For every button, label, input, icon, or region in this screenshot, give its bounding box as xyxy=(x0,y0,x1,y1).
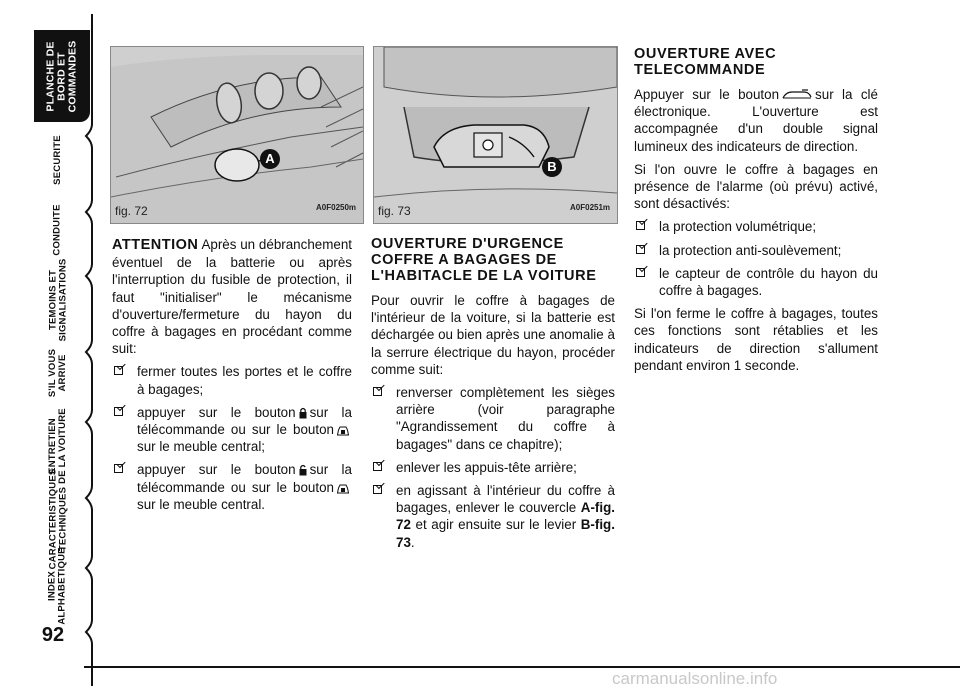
list-item-text: la protection anti-soulèvement; xyxy=(659,242,842,258)
list-item-text: le capteur de contrôle du hayon du coffre à bagages. xyxy=(659,265,878,299)
tab-index[interactable] xyxy=(28,547,88,625)
list-item xyxy=(371,482,615,551)
bottom-rule xyxy=(84,666,960,668)
trunk-latch-illustration xyxy=(374,47,617,223)
figure-72 xyxy=(110,46,364,224)
figure-73 xyxy=(373,46,618,224)
tab-label: CONDUITE xyxy=(52,204,63,256)
list-item-text: en agissant à l'intérieur du coffre à bagages, enlever le couvercle xyxy=(396,483,615,516)
closing-paragraph: Si l'on ferme le coffre à bagages, toutes ces fonctions sont rétablies et les indicateurs de direction s'allument pendant environ 1 seconde. xyxy=(634,306,878,373)
paragraph-text: sur la clé électronique. L'ouverture est accompagnée d'un double signal lumineux des indicateurs de direction. xyxy=(634,87,878,154)
chapter-sidebar xyxy=(0,0,98,692)
lock-open-icon xyxy=(299,464,307,476)
list-item xyxy=(112,404,352,456)
list-item xyxy=(371,384,615,453)
tab-label: ENTRETIEN DE LA VOITURE xyxy=(47,408,68,484)
tab-conduite[interactable] xyxy=(28,198,88,262)
list-item-text: appuyer sur le bouton xyxy=(137,462,296,478)
checkbox-bullet-icon xyxy=(636,268,645,277)
list-item-text: enlever les appuis-tête arrière; xyxy=(396,459,577,475)
list-item-text: sur le meuble central; xyxy=(137,439,266,455)
init-steps-list xyxy=(112,363,352,513)
attention-paragraph xyxy=(112,236,352,357)
watermark: carmanualsonline.info xyxy=(612,669,778,688)
tab-label: INDEX ALPHABETIQUE xyxy=(47,547,69,625)
list-item xyxy=(112,461,352,513)
tab-separators xyxy=(84,14,98,686)
car-lock-button-icon xyxy=(337,426,349,436)
figure-reference-a[interactable]: A-fig. 72 xyxy=(396,500,615,533)
list-item-text: sur le meuble central. xyxy=(137,496,266,512)
trunk-open-icon xyxy=(782,89,812,101)
list-item-text: renverser complètement les sièges arrière (voir paragraphe "Agrandissement du coffre à bagages" dans ce chapitre); xyxy=(396,385,615,452)
attention-text: Après un débranchement éventuel de la batterie ou après l'interruption du fusible de protection, il faut "initialiser" le mécanisme d'ouverture/fermeture du hayon du coffre à bagages en procédant comme suit: xyxy=(112,237,352,357)
list-item-text: . xyxy=(410,534,415,550)
tab-sil-vous-arrive[interactable] xyxy=(28,338,88,408)
figure-marker-a: A xyxy=(260,149,280,169)
left-column xyxy=(112,236,352,519)
checkbox-bullet-icon xyxy=(636,221,645,230)
lock-closed-icon xyxy=(299,407,307,419)
tab-label: CARACTERISTIQUES TECHNIQUES xyxy=(47,468,69,570)
right-column xyxy=(634,46,878,380)
attention-label: ATTENTION xyxy=(112,237,199,253)
checkbox-bullet-icon xyxy=(373,462,382,471)
engine-cover-illustration xyxy=(111,47,363,223)
middle-column xyxy=(371,236,615,557)
figure-72-caption: fig. 72 xyxy=(115,204,148,218)
list-item-text: appuyer sur le bouton xyxy=(137,404,296,420)
checkbox-bullet-icon xyxy=(636,245,645,254)
list-item-text: sur la télécommande ou sur le bouton xyxy=(137,462,352,495)
telecommande-paragraph xyxy=(634,86,878,155)
list-item-text: et agir ensuite sur le levier xyxy=(415,517,577,533)
tab-securite[interactable] xyxy=(28,122,88,198)
section-heading-telecommande: OUVERTURE AVEC TELECOMMANDE xyxy=(634,46,777,78)
checkbox-bullet-icon xyxy=(373,485,382,494)
figure-72-code: A0F0250m xyxy=(316,203,357,212)
list-item-text: fermer toutes les portes et le coffre à bagages; xyxy=(137,364,352,397)
figure-73-code: A0F0251m xyxy=(570,203,611,212)
tab-label: SECURITE xyxy=(51,135,63,185)
list-item xyxy=(634,218,878,235)
urgence-steps-list xyxy=(371,384,615,551)
tab-label: S'IL VOUS ARRIVE xyxy=(46,348,68,398)
figure-marker-b: B xyxy=(542,157,562,177)
list-item-text: sur la télécommande ou sur le bouton xyxy=(137,404,352,438)
paragraph-text: Appuyer sur le bouton xyxy=(634,87,780,102)
disabled-functions-list xyxy=(634,218,878,299)
checkbox-bullet-icon xyxy=(114,366,123,375)
tab-planche-de-bord[interactable] xyxy=(34,30,90,122)
tab-caracteristiques[interactable] xyxy=(28,468,88,570)
tab-label: PLANCHE DE BORD ET COMMANDES xyxy=(44,40,79,112)
list-item xyxy=(634,242,878,259)
list-item xyxy=(112,363,352,397)
intro-paragraph: Pour ouvrir le coffre à bagages de l'intérieur de la voiture, si la batterie est déchargée ou bien après une anomalie à la serrure électrique du hayon, procéder comme suit: xyxy=(371,293,615,377)
page-number: 92 xyxy=(41,624,65,646)
list-item xyxy=(634,265,878,299)
checkbox-bullet-icon xyxy=(114,407,123,416)
checkbox-bullet-icon xyxy=(114,464,123,473)
car-unlock-button-icon xyxy=(337,484,349,494)
tab-temoins[interactable] xyxy=(28,258,88,342)
list-item-text: la protection volumétrique; xyxy=(659,219,817,235)
figure-reference-b[interactable]: B-fig. 73 xyxy=(396,517,615,550)
checkbox-bullet-icon xyxy=(373,387,382,396)
list-item xyxy=(371,459,615,476)
section-heading-urgence: OUVERTURE D'URGENCE COFFRE A BAGAGES DE L'HABITACLE DE LA VOITURE xyxy=(371,236,597,284)
alarm-paragraph: Si l'on ouvre le coffre à bagages en présence de l'alarme (où prévu) activé, sont désactivés: xyxy=(634,161,878,212)
tab-label: TEMOINS ET SIGNALISATIONS xyxy=(47,258,69,342)
figure-73-caption: fig. 73 xyxy=(378,204,411,218)
